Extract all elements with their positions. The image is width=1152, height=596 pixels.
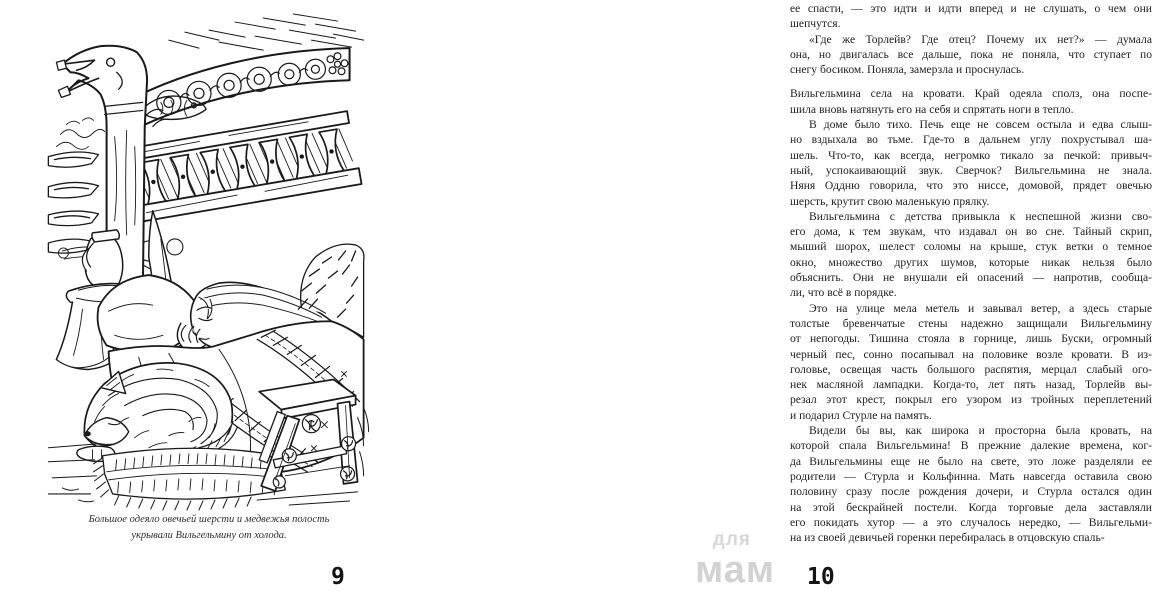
text-line: резал этот крест, покрыл его узором из тройных переплетений xyxy=(790,393,1152,407)
left-page xyxy=(0,0,385,596)
page-text xyxy=(790,1,1152,545)
text-line: В доме было тихо. Печь еще не совсем остыла и едва слыш- xyxy=(809,118,1152,132)
text-line: и подарил Стурле на память. xyxy=(790,408,932,422)
text-line: Видели бы вы, как широка и просторна была кровать, на xyxy=(809,424,1152,438)
text-line: шепчутся. xyxy=(790,17,841,31)
text-line: шила вновь натянуть его на себя и спрятать ноги в тепло. xyxy=(790,102,1074,116)
text-line: головье, освещая часть большого распятия, мерцал слабый ого- xyxy=(790,362,1152,376)
page-number-left: 9 xyxy=(331,564,345,590)
text-line: ее спасти, — это идти и идти вперед и не слушать, о чем они xyxy=(790,2,1152,15)
text-line: половину сразу после рождения дочери, и Стурла остался один xyxy=(790,485,1152,499)
text-line: Вильгельмина с детства привыкла к неспешной жизни сво- xyxy=(809,209,1152,223)
text-line: от непогоды. Тишина стояла в горнице, лишь Буски, огромный xyxy=(790,332,1152,346)
watermark-top: для xyxy=(712,529,751,550)
text-line: мыший шорох, шелест соломы на крыше, стук ветки о темное xyxy=(790,240,1152,254)
page-number-right: 10 xyxy=(807,564,835,590)
illustration-caption xyxy=(40,512,378,544)
text-line: объяснить. Они не внушали ей опасений — напротив, сообща- xyxy=(790,271,1152,285)
text-line: «Где же Торлейв? Где отец? Почему их нет?» — думала xyxy=(809,32,1152,46)
text-line: но вздыхала во тьме. Где-то в дальнем углу похрустывал ша- xyxy=(790,133,1152,147)
text-line: черный пес, сонно посапывал на половике возле кровати. В из- xyxy=(790,347,1152,361)
text-line: да Вильгельмины еще не было на свете, это ложе разделяли ее xyxy=(790,454,1152,468)
text-line: окно, множество других шумов, которые никак нельзя было xyxy=(790,255,1152,269)
text-line: Няня Оддню говорила, что это ниссе, домовой, прядет овечью xyxy=(790,179,1152,193)
text-line: родители — Стурла и Кольфинна. Мать навсегда оставила свою xyxy=(790,469,1152,483)
section-break xyxy=(790,77,1152,86)
text-line: которой спала Вильгельмина! В прежние далекие времена, ког- xyxy=(790,439,1152,453)
text-line: шерсть, крутит свою маленькую прялку. xyxy=(790,194,990,208)
right-page xyxy=(385,0,1152,596)
text-line: шель. Что-то, как всегда, негромко тикало за печкой: привыч- xyxy=(790,148,1152,162)
text-line: снегу босиком. Поняла, замерзла и проснулась. xyxy=(790,63,1025,77)
caption-line: укрывали Вильгельмину от холода. xyxy=(131,530,287,541)
bed-illustration xyxy=(48,6,370,510)
woodcut-sleeping-girl-illustration xyxy=(48,6,370,510)
text-line: нек масляной лампадки. Когда-то, лет пять назад, Торлейв вы- xyxy=(790,378,1152,392)
text-line: его покидать хутор — а это случалось нередко, — Вильгельми- xyxy=(790,515,1152,529)
text-line: она, но двигалась все дальше, пока не поняла, что ступает по xyxy=(790,47,1152,61)
watermark xyxy=(665,530,775,589)
text-line: ный, успокаивающий звук. Сверчок? Вильгельмина не знала. xyxy=(790,163,1152,177)
text-line: на этой бескрайней постели. Когда торговые дела заставляли xyxy=(790,500,1152,514)
text-line: толстые бревенчатые стены надежно защищали Вильгельмину xyxy=(790,316,1152,330)
text-line: на из своей девичьей горенки перебиралась в отцовскую спаль- xyxy=(790,531,1105,545)
text-line: Это на улице мела метель и завывал ветер, а здесь старые xyxy=(809,301,1152,315)
text-line: его дома, к тем звукам, что издавал он во сне. Тайный скрип, xyxy=(790,225,1152,239)
watermark-bottom: мам xyxy=(695,549,775,591)
text-line: ли, что всё в порядке. xyxy=(790,286,897,300)
caption-line: Большое одеяло овечьей шерсти и медвежья полость xyxy=(88,514,330,525)
text-line: Вильгельмина села на кровати. Край одеяла сполз, она поспе- xyxy=(790,87,1152,101)
